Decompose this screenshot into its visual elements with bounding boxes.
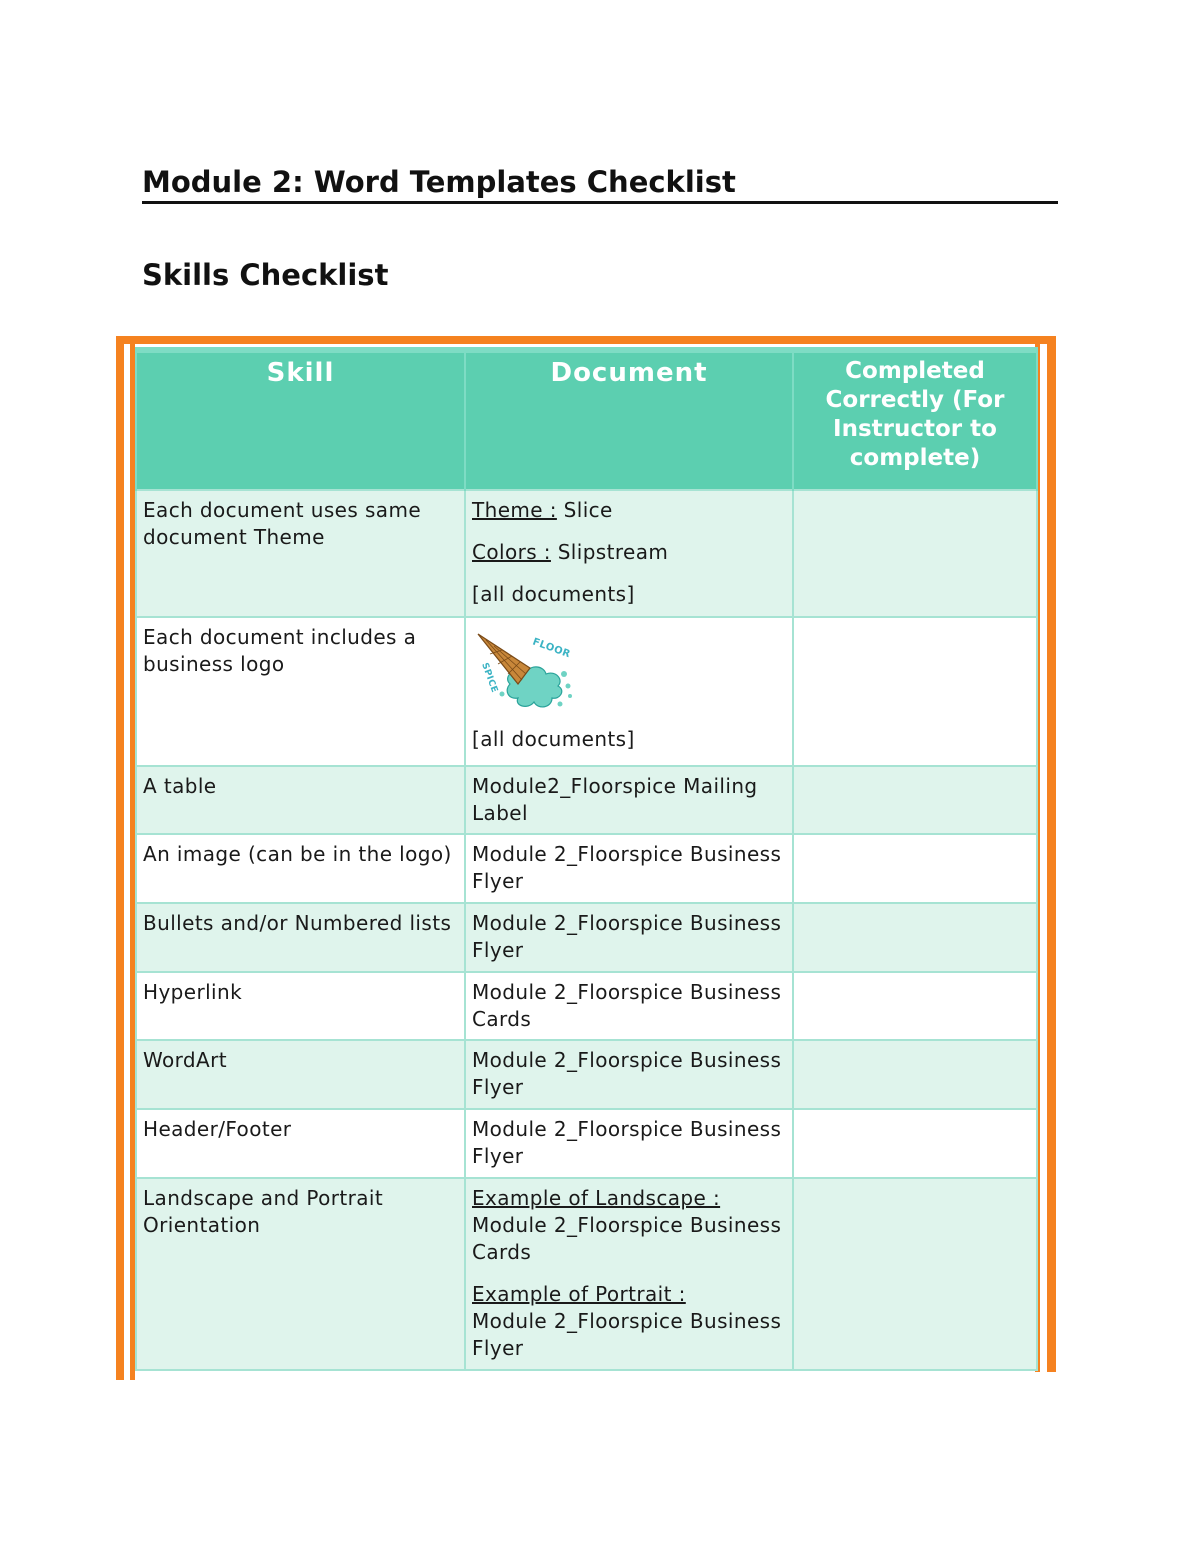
completed-cell xyxy=(793,1040,1037,1109)
header-document: Document xyxy=(465,350,793,490)
skill-cell: A table xyxy=(136,766,465,834)
logo-text-spice: SPICE xyxy=(479,661,500,695)
completed-cell xyxy=(793,1109,1037,1178)
header-completed: Completed Correctly (For Instructor to complete) xyxy=(793,350,1037,490)
frame-right-outer-bar xyxy=(1047,336,1056,1372)
all-documents-note: [all documents] xyxy=(472,727,635,751)
skill-cell: Bullets and/or Numbered lists xyxy=(136,903,465,972)
theme-line xyxy=(472,497,786,524)
skill-cell: Each document includes a business logo xyxy=(136,617,465,766)
section-heading: Skills Checklist xyxy=(142,258,389,292)
document-cell xyxy=(465,1178,793,1370)
table-row xyxy=(136,766,1037,834)
table-header-row xyxy=(136,350,1037,490)
portrait-label: Example of Portrait : xyxy=(472,1282,686,1306)
document-cell: Module 2_Floorspice Business Flyer xyxy=(465,834,793,903)
skills-checklist-table xyxy=(135,347,1038,1371)
landscape-value: Module 2_Floorspice Business Cards xyxy=(472,1213,782,1264)
landscape-example xyxy=(472,1185,786,1266)
document-title: Module 2: Word Templates Checklist xyxy=(142,163,1058,204)
table-row xyxy=(136,490,1037,617)
table-row xyxy=(136,1109,1037,1178)
skill-cell: An image (can be in the logo) xyxy=(136,834,465,903)
logo-text-floor: FLOOR xyxy=(530,636,572,661)
completed-cell xyxy=(793,1178,1037,1370)
document-cell: Module 2_Floorspice Business Cards xyxy=(465,972,793,1040)
colors-line xyxy=(472,539,786,566)
completed-cell xyxy=(793,766,1037,834)
theme-value: Slice xyxy=(556,498,613,522)
document-cell xyxy=(465,617,793,766)
completed-cell xyxy=(793,834,1037,903)
portrait-value: Module 2_Floorspice Business Flyer xyxy=(472,1309,782,1360)
completed-cell xyxy=(793,903,1037,972)
table-row xyxy=(136,1178,1037,1370)
portrait-example xyxy=(472,1281,786,1362)
skill-cell: WordArt xyxy=(136,1040,465,1109)
colors-label: Colors : xyxy=(472,540,551,564)
completed-cell xyxy=(793,617,1037,766)
table-row xyxy=(136,1040,1037,1109)
table-row xyxy=(136,972,1037,1040)
floorspice-logo xyxy=(472,624,582,720)
theme-label: Theme : xyxy=(472,498,557,522)
skill-cell: Landscape and Portrait Orientation xyxy=(136,1178,465,1370)
landscape-label: Example of Landscape : xyxy=(472,1186,721,1210)
document-cell: Module 2_Floorspice Business Flyer xyxy=(465,903,793,972)
document-cell: Module 2_Floorspice Business Flyer xyxy=(465,1040,793,1109)
document-cell: Module 2_Floorspice Business Flyer xyxy=(465,1109,793,1178)
table-row xyxy=(136,617,1037,766)
document-cell: Module2_Floorspice Mailing Label xyxy=(465,766,793,834)
colors-value: Slipstream xyxy=(550,540,669,564)
ice-cream-cone-logo-icon xyxy=(472,624,582,720)
table-row xyxy=(136,903,1037,972)
skill-cell: Header/Footer xyxy=(136,1109,465,1178)
all-documents-note: [all documents] xyxy=(472,582,635,606)
document-cell xyxy=(465,490,793,617)
skill-cell: Each document uses same document Theme xyxy=(136,490,465,617)
header-skill: Skill xyxy=(136,350,465,490)
skill-cell: Hyperlink xyxy=(136,972,465,1040)
frame-top-bar xyxy=(116,336,1056,344)
completed-cell xyxy=(793,972,1037,1040)
completed-cell xyxy=(793,490,1037,617)
frame-left-outer-bar xyxy=(116,336,124,1380)
table-row xyxy=(136,834,1037,903)
